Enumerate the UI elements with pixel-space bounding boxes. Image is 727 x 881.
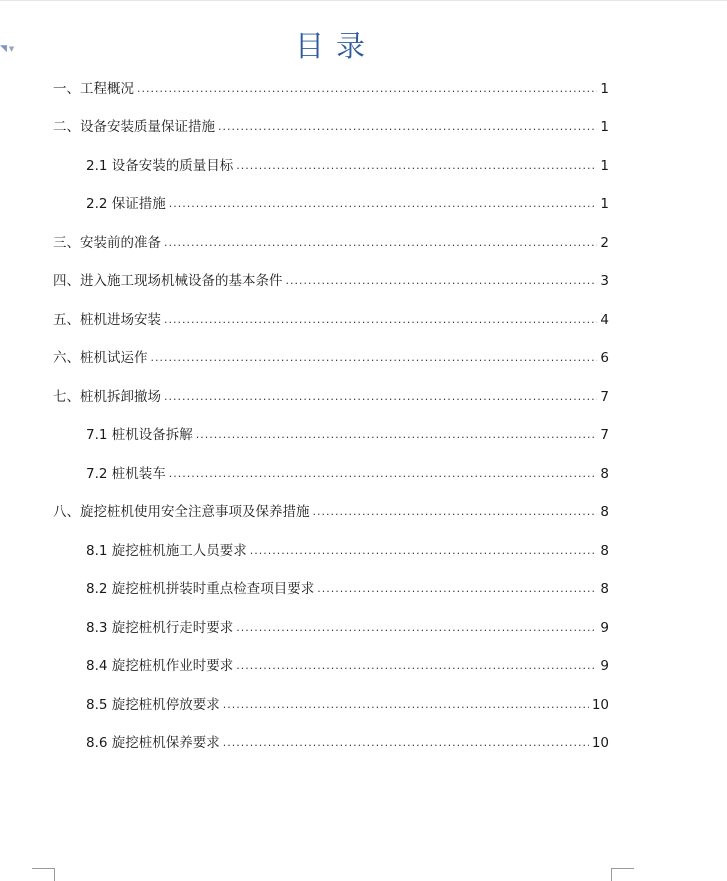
toc-entry[interactable] xyxy=(86,695,609,715)
toc-entry[interactable] xyxy=(86,541,609,561)
toc-page-number: 10 xyxy=(591,735,609,751)
toc-entry-text: 8.1 旋挖桩机施工人员要求 xyxy=(86,543,247,559)
toc-page-number: 3 xyxy=(600,273,609,289)
paragraph-mark-icon[interactable]: ◥ ▼ xyxy=(0,44,15,54)
toc-entry-text: 8.6 旋挖桩机保养要求 xyxy=(86,735,220,751)
toc-page-number: 8 xyxy=(600,504,609,520)
toc-leader-dots xyxy=(164,233,597,253)
toc-leader-dots xyxy=(223,695,589,715)
toc-entry-text: 2.1 设备安装的质量目标 xyxy=(86,158,234,174)
toc-leader-dots xyxy=(164,310,597,330)
toc-entry-text: 七、桩机拆卸撤场 xyxy=(53,389,161,405)
toc-leader-dots xyxy=(236,156,597,176)
toc-entry-text: 一、工程概况 xyxy=(53,81,134,97)
toc-leader-dots xyxy=(286,271,598,291)
toc-entry[interactable] xyxy=(53,387,609,407)
toc-entry-text: 二、设备安装质量保证措施 xyxy=(53,119,215,135)
page-margin-corner-left xyxy=(32,868,55,881)
toc-leader-dots xyxy=(169,464,598,484)
toc-leader-dots xyxy=(236,656,597,676)
toc-page-number: 8 xyxy=(600,581,609,597)
toc-leader-dots xyxy=(137,79,597,99)
toc-entry[interactable] xyxy=(53,117,609,137)
toc-entry-text: 8.4 旋挖桩机作业时要求 xyxy=(86,658,234,674)
page-title: 目录 xyxy=(294,29,377,63)
toc-entry-text: 7.1 桩机设备拆解 xyxy=(86,427,193,443)
toc-leader-dots xyxy=(250,541,598,561)
toc-entry-text: 7.2 桩机装车 xyxy=(86,466,166,482)
toc-page-number: 1 xyxy=(600,119,609,135)
toc-entry-text: 8.2 旋挖桩机拼装时重点检查项目要求 xyxy=(86,581,315,597)
caret-down-icon[interactable]: ▼ xyxy=(8,45,15,53)
page-margin-corner-right xyxy=(611,868,634,881)
toc-page-number: 1 xyxy=(600,81,609,97)
toc-leader-dots xyxy=(313,502,598,522)
toc-page-number: 9 xyxy=(600,658,609,674)
toc-page-number: 1 xyxy=(600,196,609,212)
toc-entry-text: 8.3 旋挖桩机行走时要求 xyxy=(86,620,234,636)
toc-page-number: 7 xyxy=(600,427,609,443)
toc-entry[interactable] xyxy=(86,618,609,638)
toc-entry-text: 8.5 旋挖桩机停放要求 xyxy=(86,697,220,713)
toc-entry-text: 五、桩机进场安装 xyxy=(53,312,161,328)
toc-entry[interactable] xyxy=(53,233,609,253)
page-top-edge xyxy=(0,0,727,1)
toc-page-number: 8 xyxy=(600,466,609,482)
toc-entry[interactable] xyxy=(86,656,609,676)
toc-entry-text: 八、旋挖桩机使用安全注意事项及保养措施 xyxy=(53,504,310,520)
toc-leader-dots xyxy=(164,387,597,407)
toc-entry[interactable] xyxy=(86,464,609,484)
toc-page-number: 7 xyxy=(600,389,609,405)
toc-leader-dots xyxy=(236,618,597,638)
toc-page-number: 6 xyxy=(600,350,609,366)
toc-leader-dots xyxy=(317,579,597,599)
toc-page-number: 1 xyxy=(600,158,609,174)
toc-entry[interactable] xyxy=(86,425,609,445)
toc-leader-dots xyxy=(218,117,597,137)
toc-page-number: 2 xyxy=(600,235,609,251)
toc-leader-dots xyxy=(151,348,598,368)
toc-entry[interactable] xyxy=(53,79,609,99)
toc-leader-dots xyxy=(223,733,589,753)
toc-entry-text: 六、桩机试运作 xyxy=(53,350,148,366)
toc-entry[interactable] xyxy=(86,194,609,214)
toc-page-number: 10 xyxy=(591,697,609,713)
toc-entry[interactable] xyxy=(86,733,609,753)
toc-entry-text: 2.2 保证措施 xyxy=(86,196,166,212)
toc-leader-dots xyxy=(169,194,598,214)
toc-leader-dots xyxy=(196,425,598,445)
toc-entry-text: 四、进入施工现场机械设备的基本条件 xyxy=(53,273,283,289)
toc-entry[interactable] xyxy=(53,271,609,291)
toc-entry[interactable] xyxy=(86,156,609,176)
toc-page-number: 4 xyxy=(600,312,609,328)
toc-page-number: 9 xyxy=(600,620,609,636)
toc-entry[interactable] xyxy=(53,348,609,368)
toc-entry[interactable] xyxy=(53,310,609,330)
toc-entry[interactable] xyxy=(53,502,609,522)
toc-entry-text: 三、安装前的准备 xyxy=(53,235,161,251)
toc-page-number: 8 xyxy=(600,543,609,559)
toc-entry[interactable] xyxy=(86,579,609,599)
